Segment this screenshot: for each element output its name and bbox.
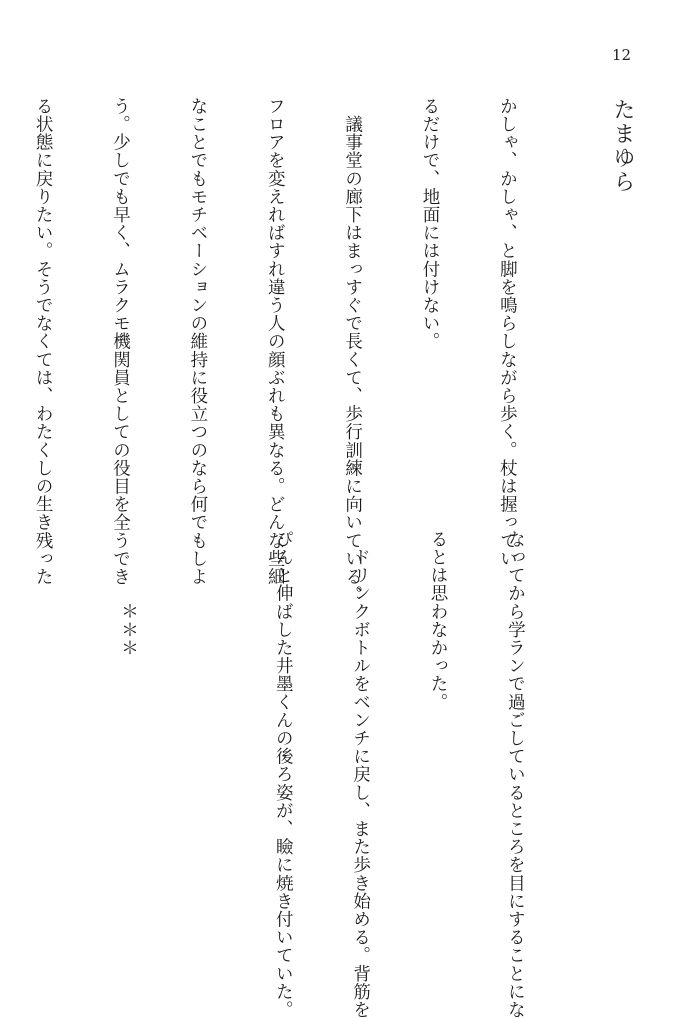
text-line: るとは思わなかった。 (428, 530, 449, 711)
page-number: 12 (612, 46, 632, 64)
text-line: る状態に戻りたい。そうでなくては、わたくしの生き残った (33, 97, 54, 586)
text-line: フロアを変えればすれ違う人の顔ぶれも異なる。どんな些細 (265, 97, 286, 586)
chapter-title: たまゆら (610, 98, 635, 194)
text-line: るだけで、地面には付けない。 (420, 97, 441, 351)
text-block-bottom (0, 530, 579, 1019)
text-line: なってから学ランで過ごしているところを目にすることにな (505, 530, 526, 1019)
text-block-top (0, 97, 571, 604)
text-line: 議事堂の廊下はまっすぐで長くて、歩行訓練に向いている。 (342, 97, 363, 604)
text-line: ドリンクボトルをベンチに戻し、また歩き始める。背筋を (350, 530, 371, 1019)
blank-line (192, 530, 218, 950)
text-line: ぴんと伸ばした井墨くんの後ろ姿が、瞼に焼き付いていた。 (273, 530, 294, 1019)
text-line: なことでもモチベーションの維持に役立つのなら何でもしよ (187, 97, 208, 586)
section-break: ＊＊＊ (118, 530, 139, 657)
text-line: う。少しでも早く、ムラクモ機関員としての役目を全うでき (110, 97, 131, 586)
blank-line (37, 530, 63, 950)
text-line: かしゃ、かしゃ、と脚を鳴らしながら歩く。杖は握ってい (497, 97, 518, 568)
